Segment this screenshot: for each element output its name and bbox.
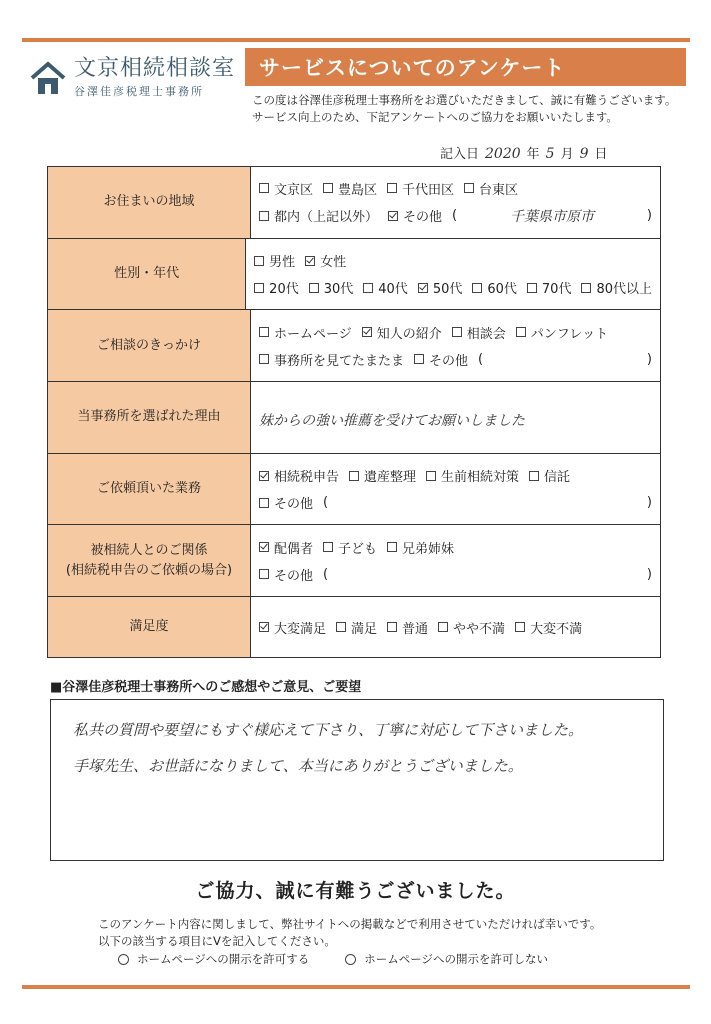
row-service <box>48 454 660 526</box>
intro-line: サービス向上のため、下記アンケートへのご協力をお願いいたします。 <box>252 110 618 124</box>
row-gender-age <box>48 239 660 311</box>
row-satisfaction <box>48 597 660 657</box>
top-rule <box>22 38 690 42</box>
house-logo-icon <box>28 58 68 98</box>
checkbox[interactable] <box>387 622 397 632</box>
checkbox[interactable] <box>452 327 462 337</box>
row-label: ご相談のきっかけ <box>48 310 251 381</box>
option-age-80s-plus[interactable]: 80代以上 <box>581 278 652 297</box>
checkbox-checked[interactable] <box>305 256 315 266</box>
other-field[interactable]: ( ) <box>478 351 652 367</box>
checkbox[interactable] <box>254 256 264 266</box>
date-year-unit: 年 <box>526 147 540 162</box>
date-month-unit: 月 <box>560 147 574 162</box>
footer-note <box>98 916 601 950</box>
option-child[interactable]: 子ども <box>323 538 377 557</box>
checkbox-checked[interactable] <box>418 283 428 293</box>
option-estate-settlement[interactable]: 遺産整理 <box>349 466 416 485</box>
other-field[interactable]: ( 千葉県市原市 ) <box>452 206 652 226</box>
option-age-60s[interactable]: 60代 <box>472 278 517 297</box>
option-saw-office[interactable]: 事務所を見てたまたま <box>259 350 404 369</box>
comments-field[interactable] <box>50 699 664 861</box>
date-day-unit: 日 <box>594 147 608 162</box>
option-age-30s[interactable]: 30代 <box>309 278 354 297</box>
row-label: 満足度 <box>48 597 251 657</box>
checkbox[interactable] <box>323 542 333 552</box>
option-somewhat-dissatisfied[interactable]: やや不満 <box>438 618 505 637</box>
checkbox[interactable] <box>309 283 319 293</box>
option-other[interactable]: その他 <box>259 493 313 512</box>
logo-title: 文京相続相談室 <box>74 56 236 81</box>
checkbox[interactable] <box>259 354 269 364</box>
option-neutral[interactable]: 普通 <box>387 618 428 637</box>
checkbox[interactable] <box>259 327 269 337</box>
option-chiyoda[interactable]: 千代田区 <box>387 179 454 198</box>
checkbox[interactable] <box>516 327 526 337</box>
comment-line: 私共の質問や要望にもすぐ様応えて下さり、丁寧に対応して下さいました。 <box>73 721 584 739</box>
checkbox[interactable] <box>527 283 537 293</box>
logo <box>28 52 238 104</box>
checkbox[interactable] <box>323 183 333 193</box>
row-label-note: (相続税申告のご依頼の場合) <box>65 562 233 578</box>
checkbox[interactable] <box>438 622 448 632</box>
checkbox[interactable] <box>349 471 359 481</box>
checkbox-checked[interactable] <box>388 211 398 221</box>
checkbox[interactable] <box>254 283 264 293</box>
checkbox-checked[interactable] <box>259 542 269 552</box>
row-reason <box>48 382 660 454</box>
date-label: 記入日 <box>440 147 480 162</box>
logo-subtitle: 谷澤佳彦税理士事務所 <box>74 85 204 98</box>
row-label: 当事務所を選ばれた理由 <box>48 382 251 453</box>
other-field[interactable]: ( ) <box>323 566 652 582</box>
other-field[interactable]: ( ) <box>323 495 652 511</box>
option-trust[interactable]: 信託 <box>529 466 570 485</box>
row-relation <box>48 525 660 597</box>
option-age-50s[interactable]: 50代 <box>418 278 463 297</box>
option-male[interactable]: 男性 <box>254 251 295 270</box>
footer-note-line: このアンケート内容に関しまして、弊社サイトへの掲載などで利用させていただければ幸いです。 <box>98 917 602 931</box>
reason-answer[interactable]: 妹からの強い推薦を受けてお願いしました <box>259 413 525 430</box>
checkbox[interactable] <box>464 183 474 193</box>
checkbox-checked[interactable] <box>259 471 269 481</box>
option-other[interactable]: その他 <box>259 565 313 584</box>
option-female[interactable]: 女性 <box>305 251 346 270</box>
option-sibling[interactable]: 兄弟姉妹 <box>387 538 454 557</box>
checkbox[interactable] <box>414 354 424 364</box>
comments-heading: ■谷澤佳彦税理士事務所へのご感想やご意見、ご要望 <box>50 680 362 695</box>
intro-text <box>252 92 676 126</box>
entry-date <box>440 143 608 162</box>
option-tokyo-other[interactable]: 都内（上記以外） <box>259 206 378 225</box>
option-inheritance-tax[interactable]: 相続税申告 <box>259 466 339 485</box>
option-homepage[interactable]: ホームページ <box>259 323 352 342</box>
option-very-dissatisfied[interactable]: 大変不満 <box>515 618 582 637</box>
comment-line: 手塚先生、お世話になりまして、本当にありがとうございました。 <box>73 757 523 775</box>
bottom-rule <box>22 985 690 989</box>
option-satisfied[interactable]: 満足 <box>336 618 377 637</box>
row-label-line: 被相続人とのご関係 <box>90 542 208 558</box>
row-trigger <box>48 310 660 382</box>
thanks-message: ご協力、誠に有難うございました。 <box>195 880 516 902</box>
radio-circle-icon[interactable] <box>118 954 129 965</box>
date-year[interactable]: 2020 <box>485 146 521 162</box>
disclosure-options <box>118 951 548 967</box>
option-other[interactable]: その他 <box>388 206 442 225</box>
checkbox[interactable] <box>387 542 397 552</box>
option-deny-disclosure[interactable]: ホームページへの開示を許可しない <box>345 951 548 967</box>
checkbox-checked[interactable] <box>362 327 372 337</box>
date-month[interactable]: 5 <box>545 146 555 162</box>
row-label: ご依頼頂いた業務 <box>48 454 251 525</box>
option-referral[interactable]: 知人の紹介 <box>362 323 442 342</box>
option-allow-disclosure[interactable]: ホームページへの開示を許可する <box>118 951 309 967</box>
option-bunkyo[interactable]: 文京区 <box>259 179 313 198</box>
checkbox[interactable] <box>259 183 269 193</box>
option-age-40s[interactable]: 40代 <box>363 278 408 297</box>
checkbox[interactable] <box>581 283 591 293</box>
footer-note-line: 以下の該当する項目にVを記入してください。 <box>98 934 336 948</box>
option-very-satisfied[interactable]: 大変満足 <box>259 618 326 637</box>
checkbox-checked[interactable] <box>259 622 269 632</box>
survey-title-banner: サービスについてのアンケート <box>245 48 686 86</box>
checkbox[interactable] <box>515 622 525 632</box>
intro-line: この度は谷澤佳彦税理士事務所をお選びいただきまして、誠に有難うございます。 <box>252 93 677 107</box>
option-seminar[interactable]: 相談会 <box>452 323 506 342</box>
option-age-70s[interactable]: 70代 <box>527 278 572 297</box>
checkbox[interactable] <box>387 183 397 193</box>
option-age-20s[interactable]: 20代 <box>254 278 299 297</box>
date-day[interactable]: 9 <box>579 146 589 162</box>
checkbox[interactable] <box>363 283 373 293</box>
option-pre-planning[interactable]: 生前相続対策 <box>426 466 519 485</box>
row-label <box>48 525 251 596</box>
radio-circle-icon[interactable] <box>345 954 356 965</box>
option-toshima[interactable]: 豊島区 <box>323 179 377 198</box>
survey-table <box>47 166 661 658</box>
checkbox[interactable] <box>472 283 482 293</box>
option-taito[interactable]: 台東区 <box>464 179 518 198</box>
row-label: 性別・年代 <box>48 239 246 310</box>
checkbox[interactable] <box>426 471 436 481</box>
option-other[interactable]: その他 <box>414 350 468 369</box>
checkbox[interactable] <box>336 622 346 632</box>
option-pamphlet[interactable]: パンフレット <box>516 323 608 342</box>
checkbox[interactable] <box>529 471 539 481</box>
option-spouse[interactable]: 配偶者 <box>259 538 313 557</box>
row-label: お住まいの地域 <box>48 167 251 238</box>
checkbox[interactable] <box>259 211 269 221</box>
checkbox[interactable] <box>259 498 269 508</box>
checkbox[interactable] <box>259 569 269 579</box>
other-area-value[interactable]: 千葉県市原市 <box>510 208 595 225</box>
row-area <box>48 167 660 239</box>
